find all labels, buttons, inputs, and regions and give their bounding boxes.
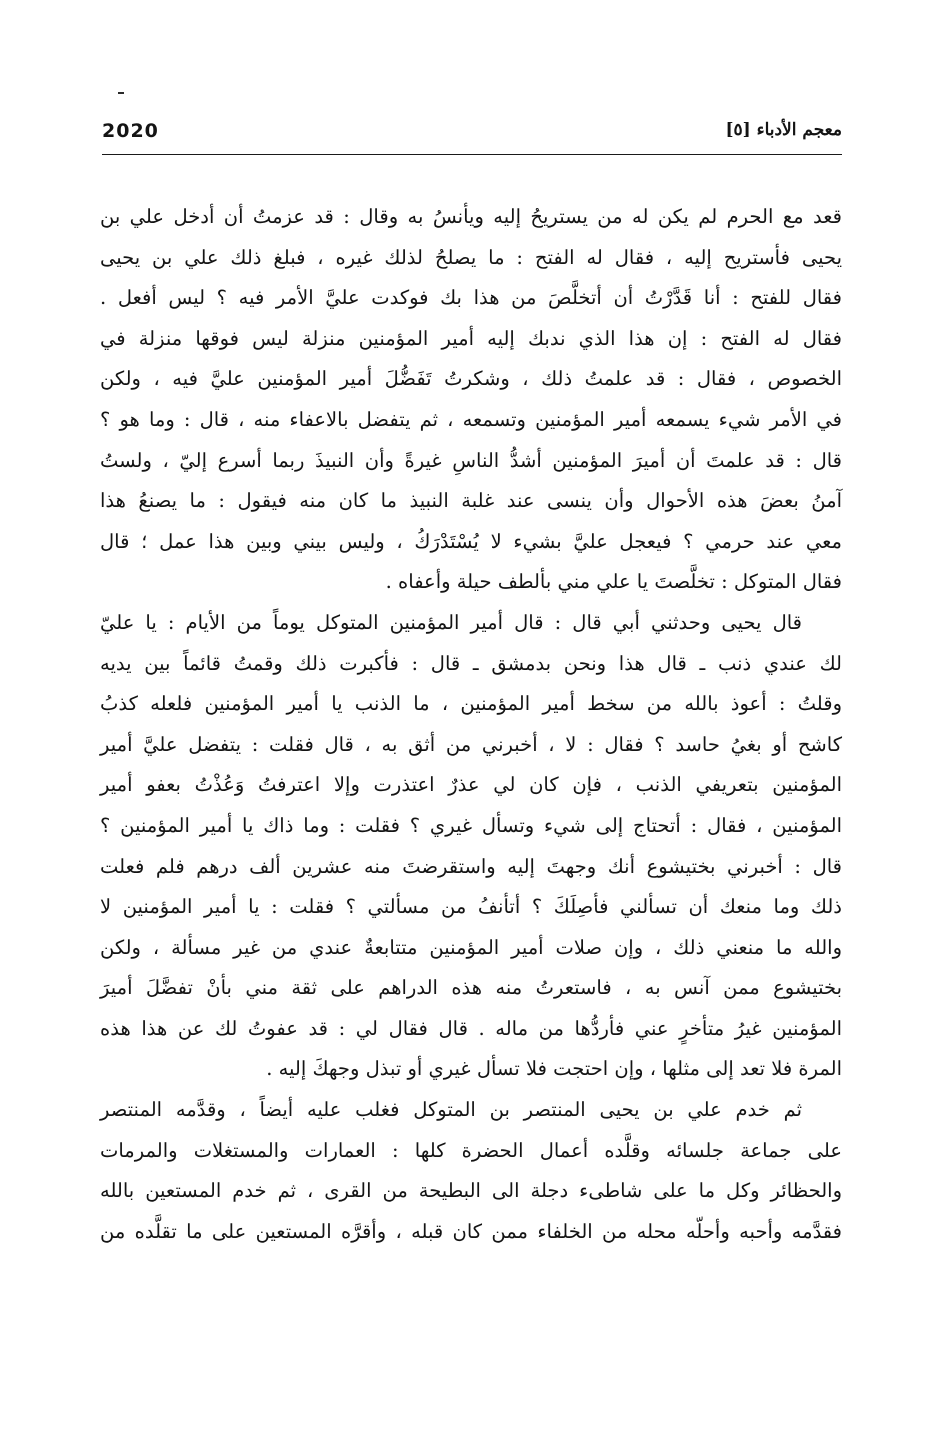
text-line: لك عندي ذنب ـ قال هذا ونحن بدمشق ـ قال : فأكبرت ذلك وقمتُ قائماً بين يديه (100, 651, 842, 675)
text-line: المؤمنين ، فقال : أتحتاج إلى شيء وتسأل غيري ؟ فقلت : وما ذاك يا أمير المؤمنين ؟ (100, 813, 842, 837)
text-line: قال : قد علمتَ أن أميرَ المؤمنين أشدُّ الناسِ غيرةً وأن النبيذَ ربما أسرع إليّ ، ولستُ (100, 448, 842, 472)
text-line: على جماعة جلسائه وقلَّده أعمال الحضرة كلها : العمارات والمستغلات والمرمات (100, 1138, 842, 1162)
text-line: والحظائر وكل ما على شاطىء دجلة الى البطيحة من القرى ، ثم خدم المستعين بالله (100, 1179, 842, 1203)
text-line: الخصوص ، فقال : قد علمتُ ذلك ، وشكرتُ تَفَضُّلَ أمير المؤمنين عليَّ فيه ، ولكن (100, 367, 842, 391)
text-line: والله ما منعني ذلك ، وإن صلات أمير المؤمنين متتابعةٌ عندي من غير مسألة ، ولكن (100, 935, 842, 959)
text-line: فقال له الفتح : إن هذا الذي ندبك إليه أمير المؤمنين منزلة ليس فوقها منزلة في (100, 326, 842, 350)
text-line: ثم خدم علي بن يحيى المنتصر بن المتوكل فغلب عليه أيضاً ، وقدَّمه المنتصر (100, 1098, 802, 1122)
text-line: وقلتُ : أعوذ بالله من سخط أمير المؤمنين ، ما الذنب يا أمير المؤمنين فلعله كذبُ (100, 692, 842, 716)
text-line: آمنُ بعضَ هذه الأحوال وأن ينسى عند غلبة النبيذ ما كان منه فيقول : ما يصنعُ هذا (100, 489, 842, 513)
text-line: المرة فلا تعد إلى مثلها ، وإن احتجت فلا تسأل غيري أو تبذل وجهكَ إليه . (266, 1057, 842, 1081)
text-line: ذلك وما منعك أن تسألني فأصِلَكَ ؟ أتأنفُ من مسألتي ؟ فقلت : يا أمير المؤمنين لا (100, 895, 842, 919)
text-line: المؤمنين بتعريفي الذنب ، فإن كان لي عذرٌ اعتذرت وإلا اعترفتُ وَعُذْتُ بعفو أمير (100, 773, 842, 797)
text-line: قال : أخبرني بختيشوع أنك وجهتَ إليه واستقرضتَ منه عشرين ألف درهم فلم فعلت (100, 854, 842, 878)
body-text (100, 197, 842, 1252)
text-line: كاشح أو بغيُ حاسد ؟ فقال : لا ، أخبرني من أثق به ، قال فقلت : يتفضل عليَّ أمير (100, 732, 843, 756)
page-header (102, 120, 842, 160)
scan-speck (118, 92, 124, 94)
text-line: بختيشوع ممن آنس به ، فاستعرتُ منه هذه الدراهم على ثقة مني بأنْ تفضَّلَ أميرَ (100, 976, 842, 1000)
text-line: المؤمنين غيرُ متأخرٍ عني فأردُّها من ماله . قال فقال لي : قد عفوتُ لك عن هذا هذه (100, 1016, 842, 1040)
text-line: فقال للفتح : أنا قَدَّرْتُ أن أتخلَّصَ من هذا بك فوكدت عليَّ الأمر فيه ؟ ليس أفعل . (100, 286, 842, 310)
running-title: معجم الأدباء [٥] (725, 120, 842, 140)
header-rule (102, 154, 842, 155)
text-line: فقدَّمه وأحبه وأحلّه محله من الخلفاء ممن كان قبله ، وأقرَّه المستعين على ما تقلَّده من (100, 1219, 842, 1243)
text-line: في الأمر شيء يسمعه أمير المؤمنين وتسمعه ، ثم يتفضل بالاعفاء منه ، قال : وما هو ؟ (100, 407, 842, 431)
page-number: 2020 (102, 120, 159, 142)
text-line: قعد مع الحرم لم يكن له من يستريحُ إليه ويأنسُ به وقال : قد عزمتُ أن أدخل علي بن (100, 205, 842, 228)
text-line: فقال المتوكل : تخلَّصتَ يا علي مني بألطف حيلة وأعفاه . (385, 570, 842, 594)
text-line: معي عند حرمي ؟ فيعجل عليَّ بشيء لا يُسْتَدْرَكُ ، وليس بيني وبين هذا عمل ؛ قال (100, 529, 842, 553)
text-line: قال يحيى وحدثني أبي قال : قال أمير المؤمنين المتوكل يوماً من الأيام : يا عليّ (100, 610, 802, 634)
text-line: يحيى فأستريح إليه ، فقال له الفتح : ما يصلحُ لذلك غيره ، فبلغ ذلك علي بن يحيى (100, 245, 842, 269)
